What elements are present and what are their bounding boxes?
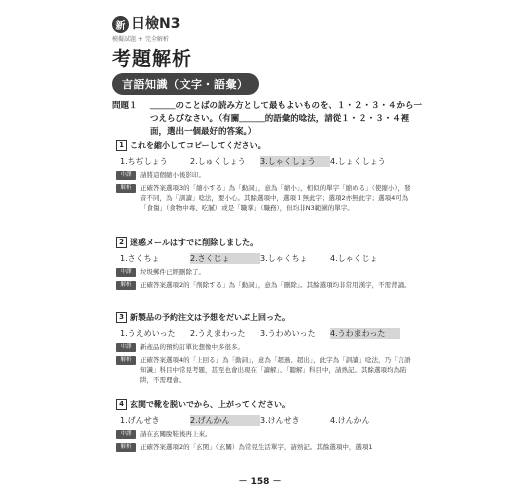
- question-number: 1: [116, 140, 127, 151]
- analysis-text: 正確答案選項4的「上回る」為「動詞」，意為「超過、超出」，此字為「訓讀」唸法，乃「言語知識」科目中常見考題，甚至也會出現在「讀解」、「聽解」科目中，請熟記。其餘選項均為陷阱，不需理會。: [140, 356, 411, 384]
- question-sentence: これを縮小してコピーしてください。: [130, 141, 266, 150]
- analysis-tag: 解析: [116, 443, 136, 452]
- translation-row: [116, 429, 416, 439]
- book-title: 日檢N3: [131, 16, 181, 32]
- question-block: [116, 237, 416, 290]
- translation-text: 請在玄關脫鞋後再上來。: [140, 430, 212, 438]
- question-number: 3: [116, 312, 127, 323]
- choice-3: 3.けんせき: [260, 416, 300, 425]
- choice-2-answer: 2.げんかん: [190, 415, 260, 426]
- analysis-tag: 解析: [116, 184, 136, 193]
- section-label: 言語知識（文字・語彙）: [112, 73, 259, 95]
- question-block: [116, 312, 416, 385]
- book-header: [112, 16, 181, 43]
- choice-2: 2.しゅくしょう: [190, 157, 246, 166]
- translation-row: [116, 170, 416, 180]
- choice-2-answer: 2.さくじょ: [190, 253, 260, 264]
- question-block: [116, 399, 416, 452]
- choice-4: 4.しょくしょう: [330, 157, 386, 166]
- choice-3-answer: 3.しゃくしょう: [260, 156, 330, 167]
- choice-4-answer: 4.うわまわった: [330, 328, 400, 339]
- translation-text: 新產品的預約訂單比想像中多很多。: [140, 343, 244, 351]
- translation-tag: 中譯: [116, 171, 136, 180]
- choice-list: [120, 253, 416, 264]
- choice-3: 3.うわめいった: [260, 329, 316, 338]
- page-number: － 158 －: [238, 477, 282, 487]
- question-instruction: [112, 100, 422, 139]
- problem-label: 問題１: [112, 101, 138, 111]
- analysis-text: 正確答案選項3的「縮小する」為「動詞」，意為「縮小」，相似的單字「縮める」（使縮小），發音不同，為「訓讀」唸法，要小心。其餘選項中，選項１無此字；選項2亦無此字；選項4可為「食傷」（食物中毒、吃膩）或是「職掌」（職務），但均非N3範圍的單字。: [140, 184, 411, 212]
- translation-tag: 中譯: [116, 430, 136, 439]
- analysis-tag: 解析: [116, 281, 136, 290]
- question-number: 2: [116, 237, 127, 248]
- translation-row: [116, 267, 416, 277]
- question-block: [116, 140, 416, 213]
- translation-text: 請將這個縮小後影印。: [140, 171, 205, 179]
- translation-tag: 中譯: [116, 268, 136, 277]
- analysis-text: 正確答案選項2的「削除する」為「動詞」，意為「刪除」。其餘選項均非常用漢字，不需背誦。: [140, 281, 411, 289]
- choice-list: [120, 156, 416, 167]
- choice-4: 4.けんかん: [330, 416, 370, 425]
- choice-1: 1.ちぢしょう: [120, 157, 168, 166]
- choice-1: 1.げんせき: [120, 416, 160, 425]
- book-subtitle: 模擬試題 + 完全解析: [112, 36, 169, 43]
- instruction-text: ＿＿＿のことばの読み方として最もよいものを、１・２・３・４から一つえらびなさい。（有關＿＿＿的語彙的唸法，請從１・２・３・４裡面，選出一個最好的答案。）: [150, 101, 423, 137]
- analysis-row: [116, 442, 416, 452]
- analysis-tag: 解析: [116, 356, 136, 365]
- analysis-row: [116, 355, 416, 385]
- choice-list: [120, 328, 416, 339]
- translation-row: [116, 342, 416, 352]
- translation-tag: 中譯: [116, 343, 136, 352]
- analysis-row: [116, 183, 416, 213]
- analysis-text: 正確答案選項2的「玄関」（玄關）為常見生活單字，請熟記。其餘選項中，選項1: [140, 443, 373, 451]
- question-sentence: 迷惑メールはすでに削除しました。: [130, 238, 259, 247]
- question-number: 4: [116, 399, 127, 410]
- choice-list: [120, 415, 416, 426]
- choice-1: 1.うえめいった: [120, 329, 176, 338]
- choice-3: 3.しゃくちょ: [260, 254, 308, 263]
- translation-text: 垃圾郵件已經刪除了。: [140, 268, 205, 276]
- logo-badge: 新: [112, 16, 129, 33]
- choice-1: 1.さくちょ: [120, 254, 160, 263]
- page-title: 考題解析: [112, 48, 193, 70]
- choice-2: 2.うえまわった: [190, 329, 246, 338]
- question-sentence: 玄関で靴を脱いでから、上がってください。: [130, 400, 290, 409]
- question-sentence: 新製品の予約注文は予想をだいぶ上回った。: [130, 313, 290, 322]
- analysis-row: [116, 280, 416, 290]
- choice-4: 4.しゃくじょ: [330, 254, 378, 263]
